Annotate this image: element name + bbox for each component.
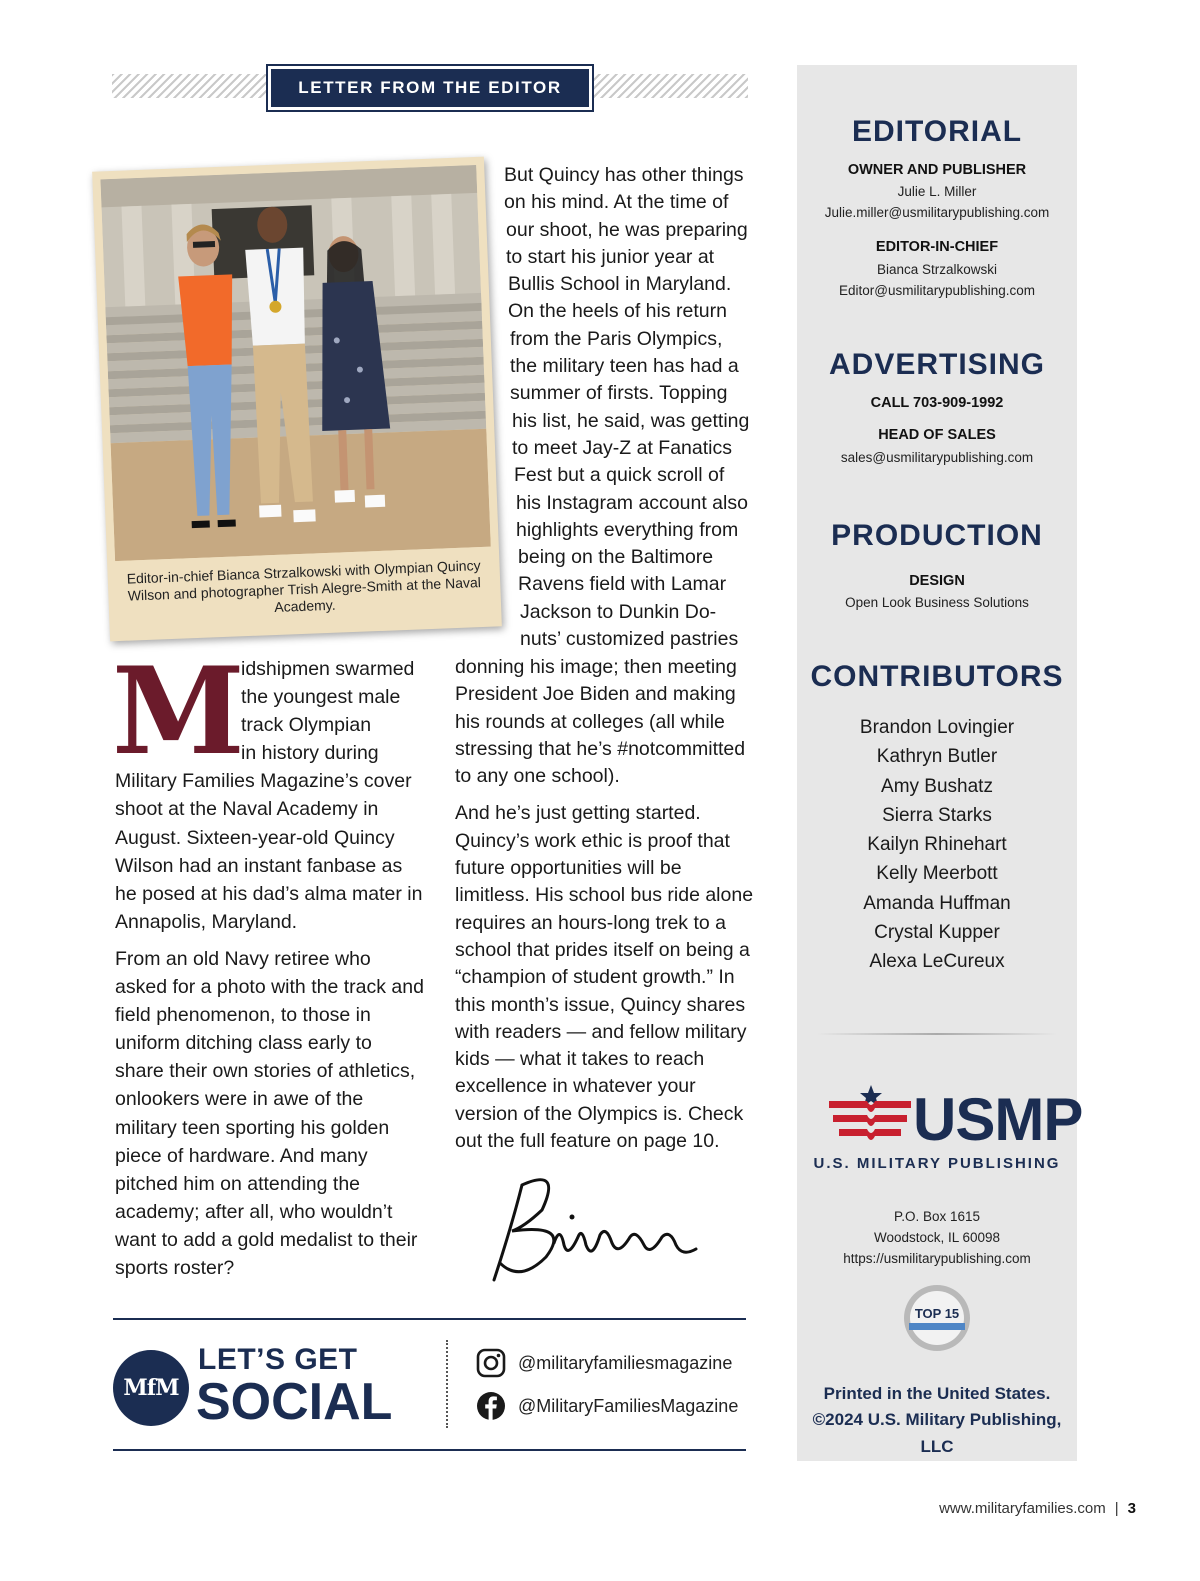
paragraph-mid-2: And he’s just getting started. Quincy’s work ethic is proof that future opportunities will be limitless. His school bus ride alone requires an hours-long trek to a school that prides itself on being a “champion of student growth.” In this month’s issue, Quincy shares with readers — and fellow military kids — what it takes to reach excellence in whatever your version of the Olympics is. Check out the full feature on page 10.: [455, 802, 754, 1153]
masthead-sidebar: [797, 65, 1083, 1461]
design-role: DESIGN: [909, 573, 965, 589]
social-rule-bottom: [113, 1449, 746, 1451]
facebook-handle: @MilitaryFamiliesMagazine: [518, 1395, 739, 1416]
editor-photo: [92, 157, 502, 642]
owner-email[interactable]: Julie.miller@usmilitarypublishing.com: [824, 205, 1050, 220]
address-line-2: Woodstock, IL 60098: [873, 1230, 1001, 1245]
narrow-line: highlights everything from: [516, 518, 739, 541]
header-hatch-right: [590, 74, 748, 98]
intro-line-1: idshipmen swarmed: [241, 658, 415, 680]
instagram-link[interactable]: [476, 1348, 732, 1378]
narrow-line: our shoot, he was preparing: [506, 218, 748, 241]
narrow-line: Bullis School in Maryland.: [508, 273, 732, 296]
facebook-icon: [476, 1391, 506, 1421]
banner-label: LETTER FROM THE EDITOR: [271, 69, 589, 107]
contributor: Amanda Huffman: [863, 892, 1011, 914]
top15-badge: [904, 1285, 970, 1351]
social-divider: [446, 1340, 448, 1428]
photo-image: [100, 165, 490, 561]
drop-cap: M: [112, 641, 245, 782]
contributor: Kailyn Rhinehart: [867, 834, 1007, 856]
photo-caption: Editor-in-chief Bianca Strzalkowski with Olympian Quincy Wilson and photographer Trish Alegre-Smith at the Naval Academy.: [126, 557, 482, 616]
article-column-narrow: [490, 162, 752, 653]
footer-separator: |: [1114, 1500, 1119, 1517]
narrow-line: his list, he said, was getting: [512, 409, 750, 432]
contributor: Amy Bushatz: [881, 775, 993, 797]
footer-url[interactable]: www.militaryfamilies.com: [939, 1500, 1106, 1517]
narrow-line: from the Paris Olympics,: [510, 327, 723, 350]
narrow-line: on his mind. At the time of: [504, 191, 729, 214]
production-title: PRODUCTION: [831, 519, 1043, 552]
narrow-line: his Instagram account also: [516, 491, 748, 514]
social-heading-big: SOCIAL: [196, 1373, 393, 1431]
intro-line-2: the youngest male: [241, 686, 401, 709]
advertising-phone[interactable]: CALL 703-909-1992: [870, 395, 1004, 411]
page-footer: [939, 1500, 1136, 1517]
eic-name: Bianca Strzalkowski: [876, 262, 998, 277]
owner-role: OWNER AND PUBLISHER: [847, 162, 1027, 178]
advertising-title: ADVERTISING: [828, 348, 1046, 381]
contributors-list: [797, 713, 1077, 977]
editor-signature: [482, 1165, 712, 1290]
mfm-logo: MfM: [113, 1350, 189, 1426]
article-column-mid: [455, 654, 755, 1165]
contributor: Kathryn Butler: [876, 746, 998, 768]
paragraph-2: From an old Navy retiree who asked for a photo with the track and field phenomenon, to those in uniform ditching class early to share their own stories of athletics, onlookers were in awe of the military teen sporting his golden piece of hardware. And many pitched him on attending the academy; after all, who wouldn’t want to add a gold medalist to their sports roster?: [115, 947, 424, 1279]
narrow-line: On the heels of his return: [508, 300, 727, 323]
usmp-flag-icon: [827, 1083, 913, 1147]
usmp-logo-word: USMP: [913, 1086, 1083, 1153]
narrow-line: summer of firsts. Topping: [510, 382, 728, 405]
usmp-logo-sub: U.S. MILITARY PUBLISHING: [813, 1155, 1061, 1172]
header-hatch-left: [112, 74, 270, 98]
paragraph-mid-1: donning his image; then meeting President Joe Biden and making his rounds at colleges (all while stressing that he’s #notcommitted to any one school).: [455, 656, 746, 788]
narrow-line: But Quincy has other things: [504, 164, 744, 186]
contributor: Kelly Meerbott: [876, 863, 998, 885]
address-line-1: P.O. Box 1615: [893, 1209, 981, 1224]
article-column-left: [115, 655, 425, 1291]
contributor: Alexa LeCureux: [869, 951, 1005, 973]
copyright-note: ©2024 U.S. Military Publishing, LLC: [812, 1410, 1062, 1456]
social-rule-top: [113, 1318, 746, 1320]
contributor: Sierra Starks: [882, 804, 992, 826]
narrow-line: Jackson to Dunkin Do-: [520, 600, 717, 623]
sidebar-divider: [817, 1033, 1057, 1035]
intro-line-3: track Olympian: [241, 714, 372, 737]
intro-rest: Military Families Magazine’s cover shoot at the Naval Academy in August. Sixteen-year-old Quincy Wilson had an instant fanbase as he posed at his dad’s alma mater in Annapolis, Maryland.: [115, 770, 423, 933]
contributors-title: CONTRIBUTORS: [810, 660, 1064, 693]
narrow-line: Ravens field with Lamar: [518, 573, 727, 596]
contributor: Crystal Kupper: [874, 922, 1000, 944]
design-name: Open Look Business Solutions: [845, 595, 1029, 610]
narrow-line: being on the Baltimore: [518, 546, 714, 569]
owner-name: Julie L. Miller: [897, 184, 977, 199]
narrow-line: to start his junior year at: [506, 245, 715, 268]
paragraph-intro: [115, 655, 425, 936]
badge-text: TOP 15: [914, 1306, 960, 1321]
narrow-line: nuts’ customized pastries: [520, 628, 739, 651]
intro-line-4: in history during: [241, 742, 379, 765]
social-heading-top: LET’S GET: [198, 1343, 358, 1376]
narrow-line: the military teen has had a: [510, 355, 739, 378]
facebook-link[interactable]: [476, 1391, 738, 1421]
sales-email[interactable]: sales@usmilitarypublishing.com: [840, 450, 1034, 465]
publisher-website[interactable]: https://usmilitarypublishing.com: [843, 1251, 1031, 1266]
editorial-title: EDITORIAL: [851, 115, 1023, 148]
instagram-handle: @militaryfamiliesmagazine: [518, 1352, 733, 1373]
eic-role: EDITOR-IN-CHIEF: [875, 239, 999, 255]
sales-role: HEAD OF SALES: [878, 427, 996, 443]
printed-note: Printed in the United States.: [823, 1384, 1051, 1403]
contributor: Brandon Lovingier: [859, 717, 1015, 738]
page-number: 3: [1127, 1500, 1136, 1517]
section-banner: [266, 64, 594, 112]
eic-email[interactable]: Editor@usmilitarypublishing.com: [838, 283, 1036, 298]
narrow-line: to meet Jay-Z at Fanatics: [512, 436, 732, 459]
badge-ribbon: [909, 1323, 965, 1330]
narrow-line: Fest but a quick scroll of: [514, 464, 725, 487]
instagram-icon: [476, 1348, 506, 1378]
